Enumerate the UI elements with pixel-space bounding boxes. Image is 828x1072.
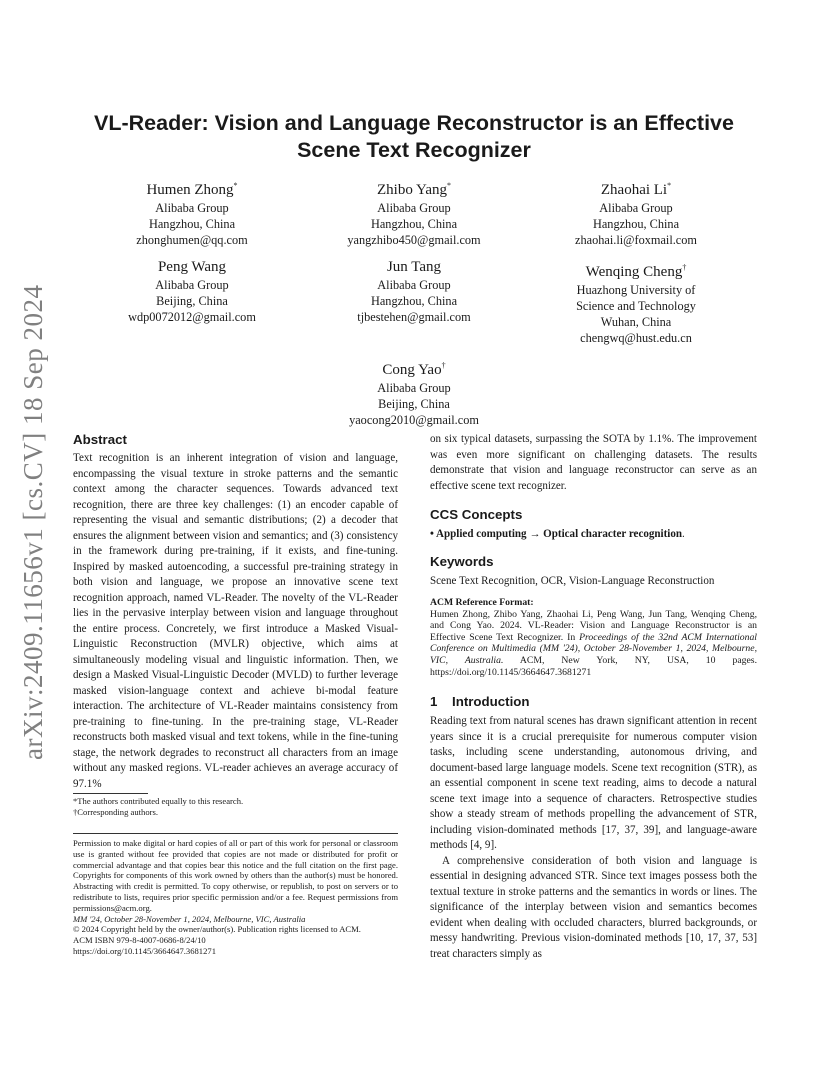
conference-line: MM '24, October 28-November 1, 2024, Melbourne, VIC, Australia (73, 913, 306, 924)
author-affiliation: Alibaba Group (155, 278, 229, 292)
footnote-corresponding: †Corresponding authors. (73, 806, 158, 817)
ccs-period: . (682, 528, 685, 540)
author-name: Zhibo Yang (376, 182, 447, 198)
author-affiliation: Alibaba Group (155, 201, 229, 215)
acm-ref-text: Humen Zhong, Zhibo Yang, Zhaohai Li, Peng Wang, Jun Tang, Wenqing Cheng, and Cong Yao. 2024. VL-Reader: Vision and Language Reconstructor is an Effective Scene Text Recognizer. In (430, 608, 757, 643)
left-column (73, 431, 398, 792)
ccs-concepts (430, 527, 757, 543)
title-line-2: Scene Text Recognizer (297, 138, 531, 162)
author-email: wdp0072012@gmail.com (128, 310, 256, 324)
author-mark: * (233, 181, 238, 190)
acm-ref-proceedings: Proceedings of the 32nd ACM International Conference on Multimedia (MM '24), October 28-November 1, 2024, Melbourne, VIC, Australia. (430, 631, 757, 666)
author-affiliation-2: Science and Technology (576, 299, 696, 313)
author-block (516, 176, 756, 248)
acm-ref-heading: ACM Reference Format: (430, 597, 534, 608)
author-location: Hangzhou, China (370, 294, 458, 308)
ccs-item-a: • Applied computing (430, 528, 527, 540)
author-block (294, 356, 534, 428)
author-name: Zhaohai Li (600, 182, 668, 198)
section-number: 1 (430, 694, 438, 710)
author-name: Peng Wang (157, 259, 227, 275)
author-location: Beijing, China (378, 397, 450, 411)
ccs-item-b: Optical character recognition (543, 528, 683, 540)
footnote-equal-contribution: *The authors contributed equally to this research. (73, 796, 244, 806)
author-email: zhaohai.li@foxmail.com (575, 233, 697, 247)
author-name: Humen Zhong (146, 182, 234, 198)
ccs-heading: CCS Concepts (430, 507, 523, 522)
author-email: chengwq@hust.edu.cn (580, 331, 692, 345)
author-mark: † (682, 263, 687, 272)
author-name: Jun Tang (386, 259, 442, 275)
ccs-arrow: → (529, 528, 541, 540)
author-affiliation: Alibaba Group (377, 381, 451, 395)
introduction-heading (430, 693, 757, 711)
author-email: zhonghumen@qq.com (136, 233, 248, 247)
abstract-text: Text recognition is an inherent integration of vision and language, encompassing the visual texture in stroke patterns and the semantic context among the character sequences. Towards advanced text recognition, there are three key challenges: (1) an encoder capable of representing the visual and semantic distributions; (2) a decoder that ensures the alignment between vision and semantics; and (3) consistency in the framework during pre-training, if it exists, and fine-tuning. Inspired by masked autoencoding, a successful pre-training strategy in both vision and language, we propose an innovative scene text recognition approach, named VL-Reader. The novelty of the VL-Reader lies in the pervasive interplay between vision and language throughout the entire process. Concretely, we first introduce a Masked Visual-Linguistic Reconstruction (MVLR) objective, which aims at simultaneously modeling visual and linguistic information. Then, we design a Masked Visual-Linguistic Decoder (MVLD) to further leverage masked vision-language context and achieve bi-modal feature interaction. The architecture of VL-Reader maintains consistency from pre-training to fine-tuning. In the pre-training stage, VL-Reader reconstructs both masked visual and text tokens, while in the fine-tuning stage, the network degrades to reconstruct all characters from an image without any masked regions. VL-reader achieves an average accuracy of 97.1% (73, 452, 398, 790)
author-affiliation: Alibaba Group (377, 278, 451, 292)
author-mark: † (441, 361, 446, 370)
author-email: yaocong2010@gmail.com (349, 413, 479, 427)
author-email: tjbestehen@gmail.com (357, 310, 471, 324)
author-block (294, 258, 534, 325)
author-mark: * (447, 181, 451, 190)
right-column (430, 432, 757, 962)
author-location: Hangzhou, China (592, 217, 680, 231)
arxiv-sidebar-id: arXiv:2409.11656v1 [cs.CV] 18 Sep 2024 (18, 284, 48, 760)
author-location: Hangzhou, China (148, 217, 236, 231)
permission-block (73, 838, 398, 957)
author-affiliation: Huazhong University of (576, 283, 696, 297)
permission-text: Permission to make digital or hard copies of all or part of this work for personal or classroom use is granted without fee provided that copies are not made or distributed for profit or commercial advantage and that copies bear this notice and the full citation on the first page. Copyrights for components of this work owned by others than the author(s) must be honored. Abstracting with credit is permitted. To copy otherwise, or republish, to post on servers or to redistribute to lists, requires prior specific permission and/or a fee. Request permissions from permissions@acm.org. (73, 838, 398, 913)
title-line-1: VL-Reader: Vision and Language Reconstructor is an Effective (94, 111, 734, 135)
permission-rule (73, 833, 398, 834)
author-affiliation: Alibaba Group (599, 201, 673, 215)
author-affiliation: Alibaba Group (377, 201, 451, 215)
paper-title (70, 110, 758, 164)
author-mark: * (667, 181, 672, 190)
acm-ref-tail: ACM, New York, NY, USA, 10 pages. https://doi.org/10.1145/3664647.3681271 (430, 654, 757, 678)
author-block (72, 258, 312, 325)
author-location: Wuhan, China (600, 315, 672, 329)
author-block (516, 258, 756, 346)
author-email: yangzhibo450@gmail.com (347, 233, 481, 247)
section-title: Introduction (452, 694, 530, 710)
author-location: Hangzhou, China (370, 217, 458, 231)
intro-paragraph-2: A comprehensive consideration of both vision and language is essential in designing advanced STR. Since text images possess both the textual texture in stroke patterns and the semantics in words or lines. The significance of the interplay between vision and semantics becomes evident when dealing with occluded characters, blurred backgrounds, or messy handwriting. Previous vision-dominated methods [10, 17, 37, 53] treat characters simply as (430, 854, 757, 960)
footnote-rule (73, 793, 148, 794)
author-block (72, 176, 312, 248)
abstract-heading: Abstract (73, 432, 127, 447)
copyright-line: © 2024 Copyright held by the owner/author(s). Publication rights licensed to ACM. (73, 924, 361, 935)
author-location: Beijing, China (156, 294, 228, 308)
author-block (294, 176, 534, 248)
intro-paragraph-1: Reading text from natural scenes has drawn significant attention in recent years since it is a crucial prerequisite for numerous computer vision tasks, including scene understanding, autonomous driving, and document-based large language models. Scene text recognition (STR), as an essential component in scene text reading, aims to decode a natural scene text image into a sequence of characters. Retrospective studies show a steady stream of methods propelling the advancement of STR, including vision-dominated methods [17, 37, 39], and language-aware methods [4, 9]. (430, 715, 757, 852)
acm-reference (430, 597, 757, 678)
author-name: Cong Yao (382, 362, 442, 378)
keywords-text: Scene Text Recognition, OCR, Vision-Language Reconstruction (430, 574, 715, 587)
abstract-continued: on six typical datasets, surpassing the SOTA by 1.1%. The improvement was even more significant on challenging datasets. The results demonstrate that vision and language reconstructor can serve as an effective scene text recognizer. (430, 433, 757, 492)
footnotes (73, 796, 398, 818)
keywords-heading: Keywords (430, 553, 494, 569)
isbn-line: ACM ISBN 979-8-4007-0686-8/24/10 (73, 935, 206, 946)
doi-line: https://doi.org/10.1145/3664647.3681271 (73, 945, 216, 956)
author-name: Wenqing Cheng (585, 264, 683, 280)
